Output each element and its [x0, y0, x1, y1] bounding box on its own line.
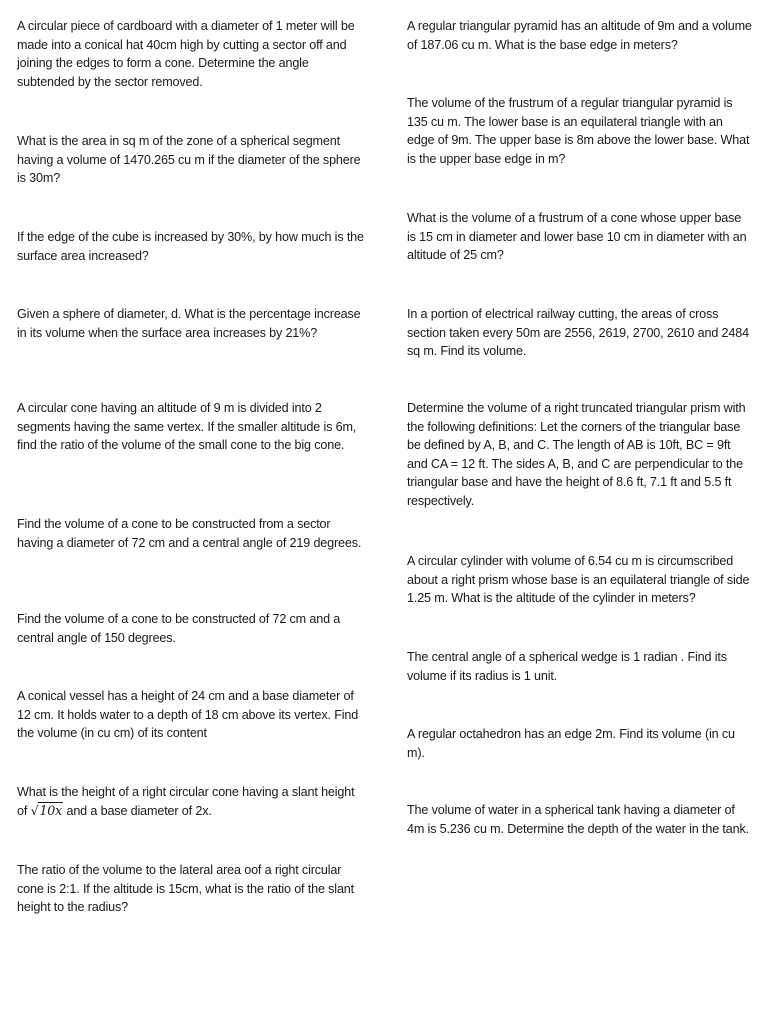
problem-pyramid-frustrum: The volume of the frustrum of a regular triangular pyramid is 135 cu m. The lower base is an equilateral triangle with an edge of 9m. The upper base is 8m above the lower base. What is the upper base edge in m?: [407, 96, 750, 166]
problem-sphere-volume: Given a sphere of diameter, d. What is the percentage increase in its volume when the surface area increases by 21%?: [17, 307, 361, 340]
problem-cone-segments: A circular cone having an altitude of 9 m is divided into 2 segments having the same vertex. If the smaller altitude is 6m, find the ratio of the volume of the small cone to the big cone.: [17, 401, 357, 453]
slant-text-after: and a base diameter of 2x.: [63, 803, 212, 818]
square-root-expression: [31, 802, 64, 821]
problem-conical-vessel: A conical vessel has a height of 24 cm and a base diameter of 12 cm. It holds water to a depth of 18 cm above its vertex. Find the volume (in cu cm) of its content: [17, 689, 359, 741]
problem-octahedron: A regular octahedron has an edge 2m. Find its volume (in cu m).: [407, 727, 735, 760]
problem-triangular-pyramid: A regular triangular pyramid has an altitude of 9m and a volume of 187.06 cu m. What is the base edge in meters?: [407, 19, 752, 52]
problem-railway-cutting: In a portion of electrical railway cutting, the areas of cross section taken every 50m are 2556, 2619, 2700, 2610 and 2484 sq m. Find its volume.: [407, 307, 749, 359]
problem-cone-sector-219: Find the volume of a cone to be constructed from a sector having a diameter of 72 cm and a central angle of 219 degrees.: [17, 517, 362, 550]
radicand: 10x: [39, 802, 63, 818]
problem-circumscribed-cylinder: A circular cylinder with volume of 6.54 cu m is circumscribed about a right prism whose base is an equilateral triangle of side 1.25 m. What is the altitude of the cylinder in meters?: [407, 554, 750, 606]
problem-conical-hat: A circular piece of cardboard with a diameter of 1 meter will be made into a conical hat 40cm high by cutting a sector off and joining the edges to form a cone. Determine the angle subtended by the sector removed.: [17, 19, 355, 89]
slant-text-before: What is the height of a right circular cone having a slant height of: [17, 785, 355, 818]
problem-spherical-zone: What is the area in sq m of the zone of a spherical segment having a volume of 1470.265 cu m if the diameter of the sphere is 30m?: [17, 134, 361, 186]
radical-sign: √: [30, 802, 39, 818]
problem-cone-frustrum: What is the volume of a frustrum of a cone whose upper base is 15 cm in diameter and lower base 10 cm in diameter with an altitude of 25 cm?: [407, 211, 747, 263]
problem-truncated-prism: Determine the volume of a right truncated triangular prism with the following definitions: Let the corners of the triangular base be defined by A, B, and C. The length of AB is 10ft, BC = 9ft and CA = 12 ft. The sides A, B, and C are perpendicular to the triangular base and have the height of 8.6 ft, 7.1 ft and 5.5 ft respectively.: [407, 401, 746, 508]
problem-volume-lateral-ratio: The ratio of the volume to the lateral area oof a right circular cone is 2:1. If the altitude is 15cm, what is the ratio of the slant height to the radius?: [17, 863, 355, 915]
problem-slant-height: [17, 783, 365, 820]
problem-spherical-tank: The volume of water in a spherical tank having a diameter of 4m is 5.236 cu m. Determine the depth of the water in the tank.: [407, 803, 749, 836]
problem-cone-sector-150: Find the volume of a cone to be constructed of 72 cm and a central angle of 150 degrees.: [17, 612, 341, 645]
problem-cube-edge: If the edge of the cube is increased by 30%, by how much is the surface area increased?: [17, 230, 364, 263]
problem-spherical-wedge: The central angle of a spherical wedge is 1 radian . Find its volume if its radius is 1 unit.: [407, 650, 727, 683]
